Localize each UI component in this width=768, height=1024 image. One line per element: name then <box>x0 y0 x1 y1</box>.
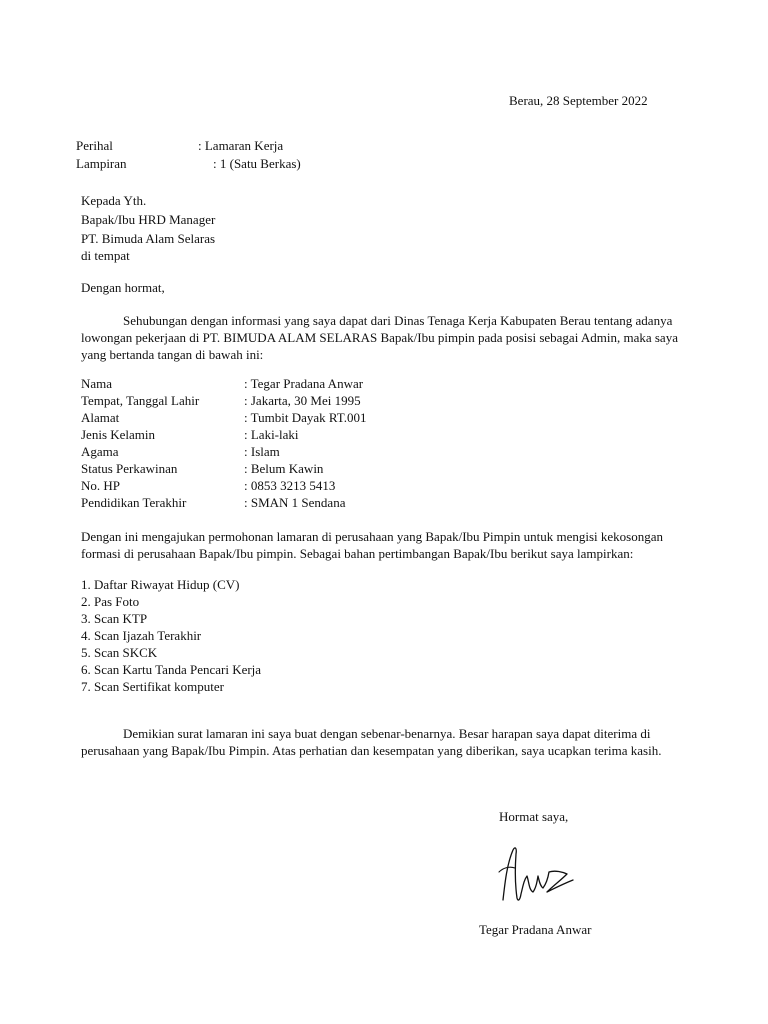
subject-label: Perihal <box>76 138 113 153</box>
list-item: 3. Scan KTP <box>81 611 148 626</box>
recipient-line: Bapak/Ibu HRD Manager <box>81 212 216 227</box>
attachments-list <box>81 576 261 695</box>
identity-value: : 0853 3213 5413 <box>244 478 336 493</box>
salutation: Dengan hormat, <box>81 280 165 295</box>
identity-label: No. HP <box>81 478 121 493</box>
list-item: 2. Pas Foto <box>81 594 140 609</box>
identity-row <box>81 426 367 443</box>
identity-value: : SMAN 1 Sendana <box>244 495 346 510</box>
identity-label: Pendidikan Terakhir <box>81 495 187 510</box>
application-paragraph: Dengan ini mengajukan permohonan lamaran di perusahaan yang Bapak/Ibu Pimpin untuk mengisi kekosongan formasi di perusahaan Bapak/Ibu pimpin. Sebagai bahan pertimbangan Bapak/Ibu berikut saya lampirkan: <box>81 529 663 561</box>
list-item: 7. Scan Sertifikat komputer <box>81 679 224 694</box>
recipient-line: Kepada Yth. <box>81 193 147 208</box>
identity-value: : Jakarta, 30 Mei 1995 <box>244 393 361 408</box>
identity-row <box>81 375 367 392</box>
identity-label: Status Perkawinan <box>81 461 178 476</box>
place-date: Berau, 28 September 2022 <box>509 93 648 108</box>
list-item: 6. Scan Kartu Tanda Pencari Kerja <box>81 662 262 677</box>
opening-paragraph-text: Sehubungan dengan informasi yang saya dapat dari Dinas Tenaga Kerja Kabupaten Berau tentang adanya lowongan pekerjaan di PT. BIMUDA ALAM SELARAS Bapak/Ibu pimpin pada posisi sebagai Admin, maka saya yang bertanda tangan di bawah ini: <box>81 313 678 362</box>
identity-label: Jenis Kelamin <box>81 427 156 442</box>
identity-row <box>81 477 367 494</box>
list-item: 5. Scan SKCK <box>81 645 158 660</box>
recipient-line: di tempat <box>81 248 130 263</box>
identity-label: Nama <box>81 376 113 391</box>
identity-row <box>81 494 367 511</box>
attachment-label: Lampiran <box>76 156 127 171</box>
closing-paragraph <box>81 725 697 759</box>
valediction: Hormat saya, <box>499 809 569 824</box>
attachment-value: : 1 (Satu Berkas) <box>213 156 301 171</box>
list-item: 1. Daftar Riwayat Hidup (CV) <box>81 577 240 592</box>
identity-label: Alamat <box>81 410 120 425</box>
identity-label: Agama <box>81 444 119 459</box>
signer-name: Tegar Pradana Anwar <box>479 922 592 937</box>
identity-value: : Tumbit Dayak RT.001 <box>244 410 367 425</box>
identity-label: Tempat, Tanggal Lahir <box>81 393 200 408</box>
identity-value: : Islam <box>244 444 280 459</box>
signature-image <box>493 842 577 906</box>
identity-row <box>81 409 367 426</box>
list-item: 4. Scan Ijazah Terakhir <box>81 628 202 643</box>
identity-value: : Tegar Pradana Anwar <box>244 376 364 391</box>
identity-table <box>81 375 367 511</box>
recipient-line: PT. Bimuda Alam Selaras <box>81 231 216 246</box>
identity-value: : Laki-laki <box>244 427 299 442</box>
opening-paragraph <box>81 312 701 363</box>
subject-value: : Lamaran Kerja <box>198 138 284 153</box>
identity-row <box>81 443 367 460</box>
recipient-address <box>81 191 215 265</box>
identity-value: : Belum Kawin <box>244 461 324 476</box>
identity-row <box>81 460 367 477</box>
closing-paragraph-text: Demikian surat lamaran ini saya buat dengan sebenar-benarnya. Besar harapan saya dapat diterima di perusahaan yang Bapak/Ibu Pimpin. Atas perhatian dan kesempatan yang diberikan, saya ucapkan terima kasih. <box>81 726 662 758</box>
identity-row <box>81 392 367 409</box>
